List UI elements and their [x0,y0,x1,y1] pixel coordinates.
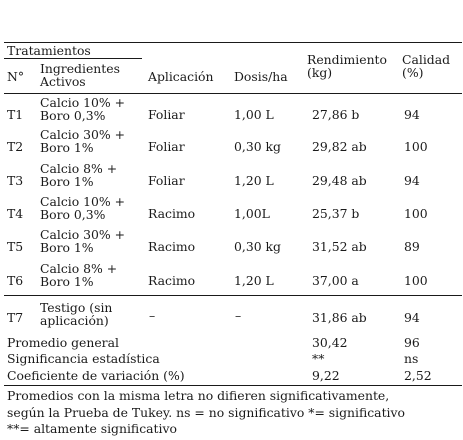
summary-quality: 2,52 [404,368,432,383]
row-num: T5 [7,239,24,254]
header-col-yield [307,54,387,79]
row-num: T4 [7,206,24,221]
row-ingredients-line1: Calcio 8% + [40,161,118,176]
header-col-quality [402,54,450,79]
row-dose: 1,00L [234,206,270,221]
header-col-application: Aplicación [148,69,214,84]
row-ingredients [40,302,112,327]
footnote-line1: Promedios con la misma letra no difieren significativamente, [7,388,390,403]
row-quality: 89 [404,239,420,254]
row-application: Racimo [148,206,196,221]
row-ingredients-line1: Calcio 10% + [40,95,125,110]
row-yield: 29,82 ab [312,139,367,154]
row-num: T1 [7,107,24,122]
row-dose: 1,20 L [234,273,274,288]
row-quality: 100 [404,206,428,221]
row-quality: 94 [404,310,420,325]
row-ingredients-line1: Calcio 30% + [40,227,125,242]
row-ingredients-line2: Boro 0,3% [40,206,106,222]
row-ingredients-line2: Boro 1% [40,173,94,189]
header-group-rule [4,58,142,59]
row-dose: 0,30 kg [234,239,281,254]
summary-label: Coeficiente de variación (%) [7,368,185,383]
row-ingredients [40,196,125,221]
row-dose: 0,30 kg [234,139,281,154]
row-ingredients-line1: Calcio 30% + [40,127,125,142]
table-footnote [7,388,405,438]
row-ingredients-line1: Calcio 10% + [40,194,125,209]
row-ingredients-line2: Boro 1% [40,239,94,255]
header-bottom-rule [4,93,462,94]
header-col-quality-line2: (%) [402,64,424,80]
summary-quality: ns [404,351,419,366]
header-col-ingredients [40,63,120,88]
row-ingredients-line2: aplicación) [40,312,109,328]
row-ingredients [40,97,125,122]
row-yield: 29,48 ab [312,173,367,188]
summary-yield: 9,22 [312,368,340,383]
row-yield: 27,86 b [312,107,360,122]
row-ingredients-line2: Boro 0,3% [40,107,106,123]
header-col-dose: Dosis/ha [234,69,288,84]
summary-label: Promedio general [7,335,119,350]
table-divider-rule [4,295,462,296]
row-yield: 31,86 ab [312,310,367,325]
summary-quality: 96 [404,335,420,350]
header-col-ingredients-line2: Activos [40,73,86,89]
row-ingredients [40,163,117,188]
row-application: Foliar [148,139,185,154]
row-application: Foliar [148,173,185,188]
row-quality: 100 [404,139,428,154]
row-ingredients [40,263,117,288]
row-application: Foliar [148,107,185,122]
row-application: Racimo [148,239,196,254]
header-col-num: N° [7,69,25,84]
footnote-line3: **= altamente significativo [7,421,177,436]
row-dose: 1,00 L [234,107,274,122]
row-ingredients [40,229,125,254]
table-bottom-rule [4,385,462,386]
footnote-line2: según la Prueba de Tukey. ns = no significativo *= significativo [7,404,405,420]
row-ingredients [40,129,125,154]
row-num: T7 [7,310,24,325]
row-application: – [149,308,156,323]
row-num: T6 [7,273,24,288]
row-ingredients-line1: Calcio 8% + [40,261,118,276]
row-quality: 94 [404,107,420,122]
row-ingredients-line2: Boro 1% [40,273,94,289]
row-ingredients-line1: Testigo (sin [40,300,113,315]
header-col-ingredients-line1: Ingredientes [40,61,120,76]
row-yield: 31,52 ab [312,239,367,254]
header-group-title: Tratamientos [7,43,91,58]
row-num: T3 [7,173,24,188]
row-dose: – [235,308,242,323]
row-num: T2 [7,139,24,154]
header-col-quality-line1: Calidad [402,52,451,67]
header-col-yield-line2: (kg) [307,64,333,80]
row-quality: 94 [404,173,420,188]
summary-yield: ** [312,351,325,366]
row-yield: 25,37 b [312,206,360,221]
row-ingredients-line2: Boro 1% [40,139,94,155]
row-yield: 37,00 a [312,273,359,288]
summary-yield: 30,42 [312,335,348,350]
header-col-yield-line1: Rendimiento [307,52,388,67]
row-application: Racimo [148,273,196,288]
row-dose: 1,20 L [234,173,274,188]
row-quality: 100 [404,273,428,288]
summary-label: Significancia estadística [7,351,160,366]
